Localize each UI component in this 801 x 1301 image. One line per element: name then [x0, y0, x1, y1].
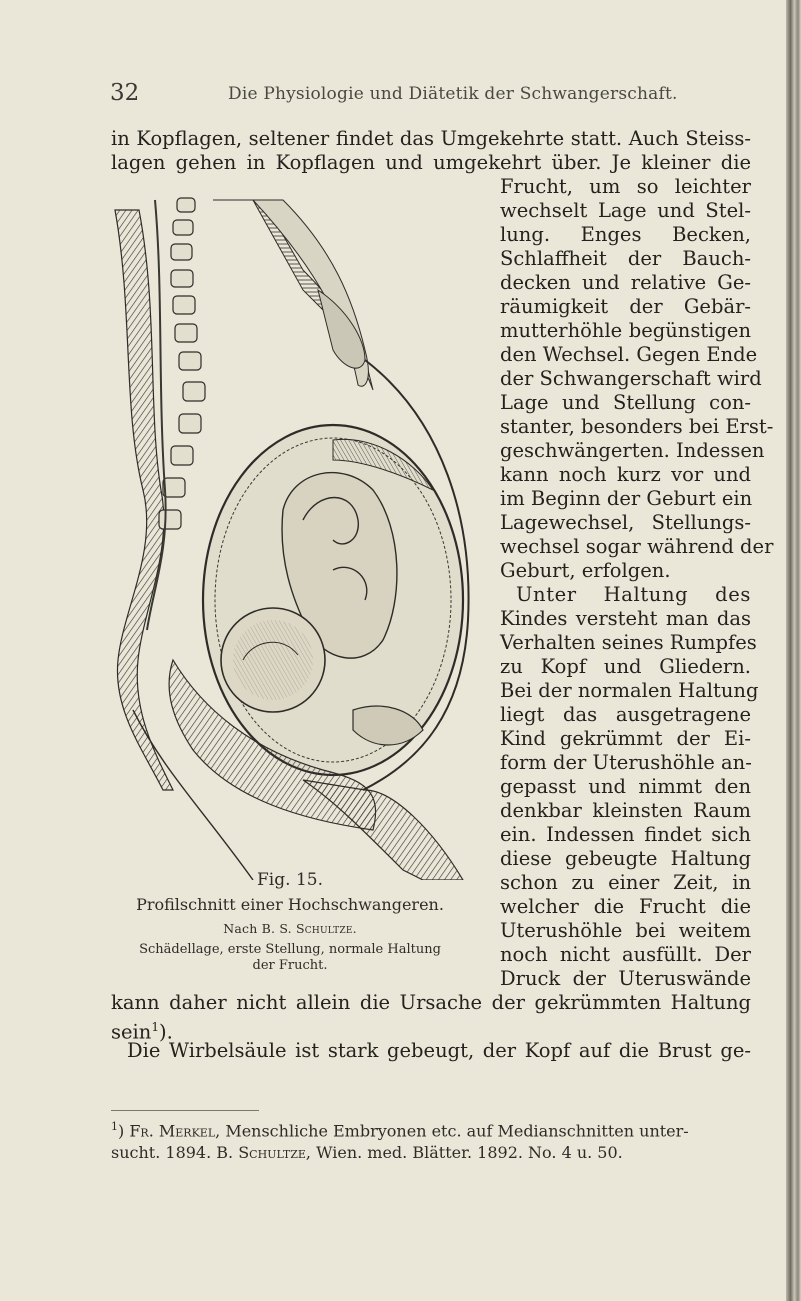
footnote-line2: [111, 1143, 751, 1162]
text-line: Bei der normalen Haltung: [500, 679, 759, 702]
text-line: Schlaffheit der Bauch-: [500, 247, 751, 270]
figure-source-prefix: Nach B. S.: [223, 921, 292, 936]
footnote-text: Menschliche Embryonen etc. auf Medianschnitten unter-: [225, 1121, 689, 1141]
footnote-text: sucht. 1894. B.: [111, 1143, 234, 1162]
running-title: Die Physiologie und Diätetik der Schwangerschaft.: [228, 84, 678, 104]
text-line: welcher die Frucht die: [500, 895, 751, 918]
text-line: schon zu einer Zeit, in: [500, 871, 751, 894]
text-line: wechselt Lage und Stel-: [500, 199, 751, 222]
text-line: räumigkeit der Gebär-: [500, 295, 751, 318]
text-span: ).: [158, 1020, 173, 1044]
text-line: ein. Indessen findet sich: [500, 823, 751, 846]
text-line: lagen gehen in Kopflagen und umgekehrt über. Je kleiner die: [111, 151, 751, 174]
text-line: den Wechsel. Gegen Ende: [500, 343, 758, 366]
text-line: lung. Enges Becken,: [500, 223, 751, 246]
figure-description-line1: Schädellage, erste Stellung, normale Haltung: [139, 942, 441, 957]
figure-description-line2: der Frucht.: [252, 958, 328, 973]
text-line: Lage und Stellung con-: [500, 391, 751, 414]
text-line: decken und relative Ge-: [500, 271, 751, 294]
text-line: form der Uterushöhle an-: [500, 751, 752, 774]
text-line: denkbar kleinsten Raum: [500, 799, 751, 822]
text-line: zu Kopf und Gliedern.: [500, 655, 751, 678]
figure-source: [103, 921, 477, 936]
text-line: geschwängerten. Indessen: [500, 439, 765, 462]
text-line: Unter Haltung des: [516, 583, 751, 606]
page-number: 32: [110, 80, 140, 106]
text-line: diese gebeugte Haltung: [500, 847, 751, 870]
footnote-author: Schultze,: [238, 1143, 311, 1162]
text-line: gepasst und nimmt den: [500, 775, 751, 798]
text-span: sein: [111, 1020, 152, 1044]
footnote-rule: [111, 1110, 259, 1111]
text-line: im Beginn der Geburt ein: [500, 487, 753, 510]
text-line: noch nicht ausfüllt. Der: [500, 943, 751, 966]
footnote-reference[interactable]: 1: [151, 1020, 159, 1034]
text-line: Verhalten seines Rumpfes: [500, 631, 757, 654]
footnote-author: Fr. Merkel,: [129, 1121, 221, 1141]
text-line: [111, 1015, 173, 1044]
footnote-line1: $^1$) Fr. Merkel, Menschliche Embryonen etc. auf Medianschnitten unter-: [111, 1120, 689, 1141]
text-line: Kindes versteht man das: [500, 607, 751, 630]
text-line: mutterhöhle begünstigen: [500, 319, 751, 342]
text-line: der Schwangerschaft wird: [500, 367, 762, 390]
text-line: Uterushöhle bei weitem: [500, 919, 751, 942]
figure-label: Fig. 15.: [257, 870, 323, 890]
text-line: Geburt, erfolgen.: [500, 559, 671, 582]
text-line: Kind gekrümmt der Ei-: [500, 727, 751, 750]
sagittal-section-illustration: [103, 190, 477, 880]
text-line: liegt das ausgetragene: [500, 703, 751, 726]
footnote-text: Wien. med. Blätter. 1892. No. 4 u. 50.: [316, 1143, 623, 1162]
figure-caption: Profilschnitt einer Hochschwangeren.: [136, 895, 444, 914]
text-line: wechsel sogar während der: [500, 535, 774, 558]
text-line: Druck der Uteruswände: [500, 967, 751, 990]
text-line: kann noch kurz vor und: [500, 463, 751, 486]
text-line: Die Wirbelsäule ist stark gebeugt, der Kopf auf die Brust ge-: [127, 1039, 751, 1062]
figure-source-author: Schultze.: [296, 921, 357, 936]
page-edge-shadow: [786, 0, 801, 1301]
text-line: Lagewechsel, Stellungs-: [500, 511, 751, 534]
text-line: in Kopflagen, seltener findet das Umgekehrte statt. Auch Steiss-: [111, 127, 751, 150]
text-line: Frucht, um so leichter: [500, 175, 751, 198]
footnote-marker: 1: [111, 1120, 118, 1133]
text-line: kann daher nicht allein die Ursache der gekrümmten Haltung: [111, 991, 751, 1014]
text-line: stanter, besonders bei Erst-: [500, 415, 774, 438]
